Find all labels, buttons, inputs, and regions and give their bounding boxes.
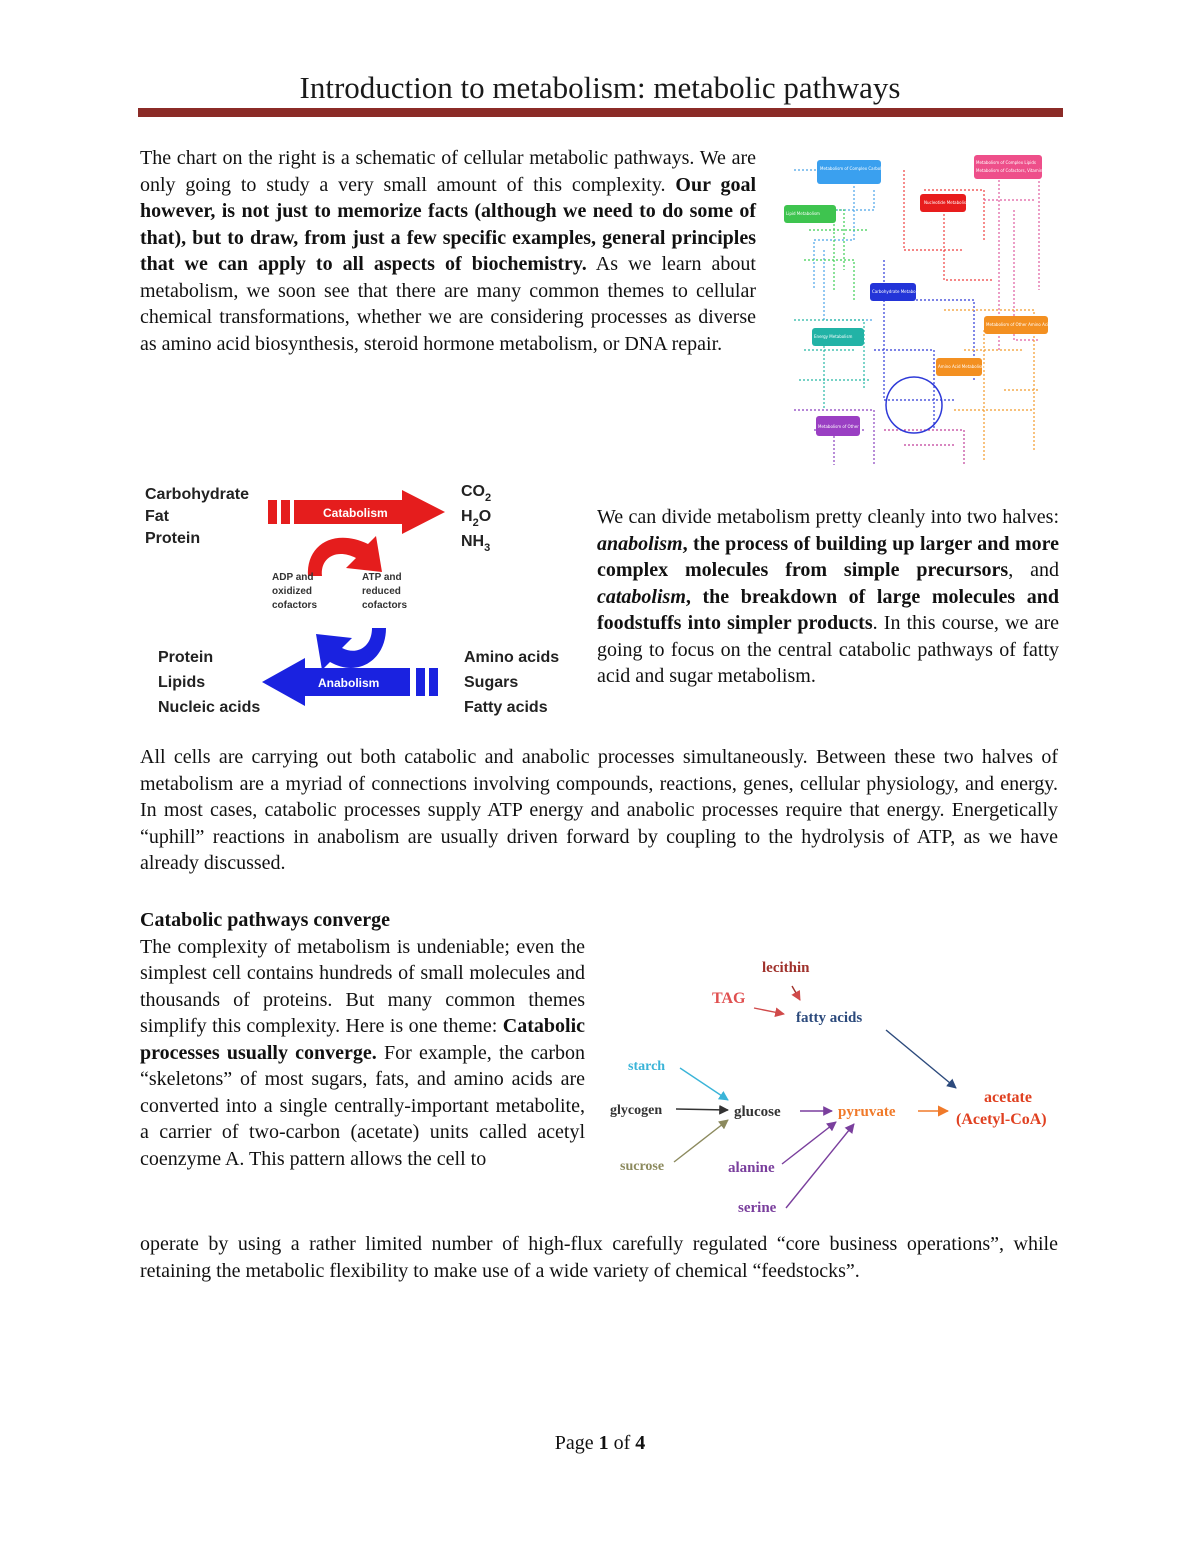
output-h2o: $H_2O$ <box>461 508 492 529</box>
cells-paragraph: All cells are carrying out both catabolic and anabolic processes simultaneously. Between these two halves of metabolism are a myriad of connections involving compounds, reactions, genes, cellular physiology, and energy. In most cases, catabolic processes supply ATP energy and anabolic processes require that energy. Energetically “uphill” reactions in anabolism are usually driven forward by coupling to the hydrolysis of ATP, as we have already discussed. <box>140 746 1058 874</box>
map-label: Carbohydrate Metabolism <box>872 289 924 294</box>
intro-text-b: As we learn about metabolism, we soon see that there are many common themes to cellular chemical transformations, whether we are considering processes as diverse as amino acid biosynthesis, steroid hormone metabolism, or DNA repair. <box>140 253 756 355</box>
term-catabolism: catabolism <box>597 585 686 608</box>
curved-catabolism-arrow <box>308 536 382 576</box>
input-carbohydrate: Carbohydrate <box>145 486 250 503</box>
page-title: Introduction to metabolism: metabolic pathways <box>299 70 901 105</box>
product-lipids: Lipids <box>158 674 206 691</box>
precursor-amino-acids: Amino acids <box>464 649 560 666</box>
footer-page-total: 4 <box>635 1432 646 1454</box>
arrow-glycogen <box>676 1109 728 1110</box>
divide-text: . In this course, we are going to focus on the central catabolic pathways of fatty acid and sugar metabolism. <box>597 612 1059 687</box>
arrow-tag <box>754 1008 784 1014</box>
precursor-sugars: Sugars <box>464 674 519 691</box>
map-label: Metabolism of Other Amino Acids <box>986 322 1053 327</box>
product-protein: Protein <box>158 649 214 666</box>
arrow-fatty-acids <box>886 1030 956 1088</box>
footer-page-label: Page <box>554 1432 599 1454</box>
map-label: Nucleotide Metabolism <box>924 200 970 205</box>
intro-text-bold: Our goal however, is not just to memorize facts (although we need to do some of that), but to draw, from just a few specific examples, general principles that we can apply to all aspects of biochemistry. <box>140 173 756 275</box>
divide-bold-text: , the process of building up larger and more complex molecules from simple precursors <box>597 532 1059 581</box>
node-lecithin: lecithin <box>762 960 810 976</box>
arrow-sucrose <box>674 1120 728 1162</box>
cofactor-label-right: reduced <box>362 586 401 597</box>
divide-text: , and <box>1008 559 1059 581</box>
catabolic-bold-text: Catabolic processes usually converge. <box>140 1015 585 1064</box>
catabolic-paragraph <box>140 934 585 1173</box>
arrow-serine <box>786 1124 854 1208</box>
input-protein: Protein <box>145 530 201 547</box>
node-tag: TAG <box>712 990 746 1007</box>
map-label: Metabolism of Complex Lipids <box>976 160 1036 165</box>
catabolic-paragraph-continued: operate by using a rather limited number of high-flux carefully regulated “core business operations”, while retaining the metabolic flexibility to make use of a wide variety of chemical “feedstocks”. <box>140 1233 1058 1282</box>
catabolic-text: For example, the carbon “skeletons” of most sugars, fats, and amino acids are converted into a single centrally-important metabolite, a carrier of two-carbon (acetate) units called acetyl coenzyme A. This pattern allows the cell to <box>140 1041 585 1170</box>
output-co2: $CO_2$ <box>461 483 492 504</box>
node-alanine: alanine <box>728 1160 775 1176</box>
cofactor-label-left: ADP and <box>272 572 314 583</box>
catabolism-label: Catabolism <box>323 506 388 520</box>
intro-text-a: The chart on the right is a schematic of cellular metabolic pathways. We are only going to study a very small amount of this complexity. <box>140 147 756 196</box>
cofactor-label-left: oxidized <box>272 586 313 597</box>
output-nh3: $NH_3$ <box>461 533 491 554</box>
node-acetyl-coa: (Acetyl-CoA) <box>956 1111 1047 1128</box>
section-heading: Catabolic pathways converge <box>140 909 390 931</box>
node-sucrose: sucrose <box>620 1159 665 1174</box>
node-fatty-acids: fatty acids <box>796 1010 863 1026</box>
node-acetate: acetate <box>984 1089 1032 1106</box>
cofactor-label-right: cofactors <box>362 600 408 611</box>
term-anabolism: anabolism <box>597 532 683 555</box>
map-label: Energy Metabolism <box>814 334 853 339</box>
footer-of-label: of <box>608 1432 636 1454</box>
divide-bold-text: , the breakdown of large molecules and foodstuffs into simpler products <box>597 585 1059 634</box>
cofactor-label-right: ATP and <box>362 572 402 583</box>
intro-paragraph <box>140 145 756 357</box>
map-label: Metabolism of Other Amino Acids <box>818 424 885 429</box>
arrow-lecithin <box>792 986 800 1000</box>
divide-paragraph <box>597 504 1059 690</box>
map-label: Amino Acid Metabolism <box>938 364 985 369</box>
node-glycogen: glycogen <box>610 1103 663 1118</box>
node-serine: serine <box>738 1200 777 1216</box>
precursor-fatty-acids: Fatty acids <box>464 699 548 716</box>
map-label: Lipid Metabolism <box>786 211 820 216</box>
page-footer <box>0 1432 1200 1455</box>
node-glucose: glucose <box>734 1104 781 1120</box>
footer-page-number: 1 <box>598 1432 609 1454</box>
convergence-diagram <box>596 950 1066 1230</box>
curved-anabolism-arrow <box>316 628 386 670</box>
anabolism-label: Anabolism <box>318 676 380 690</box>
title-divider <box>138 108 1063 117</box>
map-label: Metabolism of Complex Carbohydrates <box>820 166 898 171</box>
arrow-alanine <box>782 1122 836 1164</box>
product-nucleic-acids: Nucleic acids <box>158 699 261 716</box>
divide-text: We can divide metabolism pretty cleanly into two halves: <box>597 506 1059 528</box>
catabolism-anabolism-diagram <box>140 478 580 718</box>
node-pyruvate: pyruvate <box>838 1104 896 1120</box>
cofactor-label-left: cofactors <box>272 600 318 611</box>
arrow-starch <box>680 1068 728 1100</box>
catabolic-section <box>140 907 585 1172</box>
input-fat: Fat <box>145 508 169 525</box>
node-starch: starch <box>628 1059 666 1074</box>
catabolic-text: The complexity of metabolism is undeniable; even the simplest cell contains hundreds of small molecules and thousands of proteins. But many common themes simplify this complexity. Here is one theme: <box>140 935 585 1037</box>
metabolic-map-image <box>784 150 1092 470</box>
map-label: Metabolism of Cofactors, Vitamins, and Other Substances <box>976 168 1092 173</box>
